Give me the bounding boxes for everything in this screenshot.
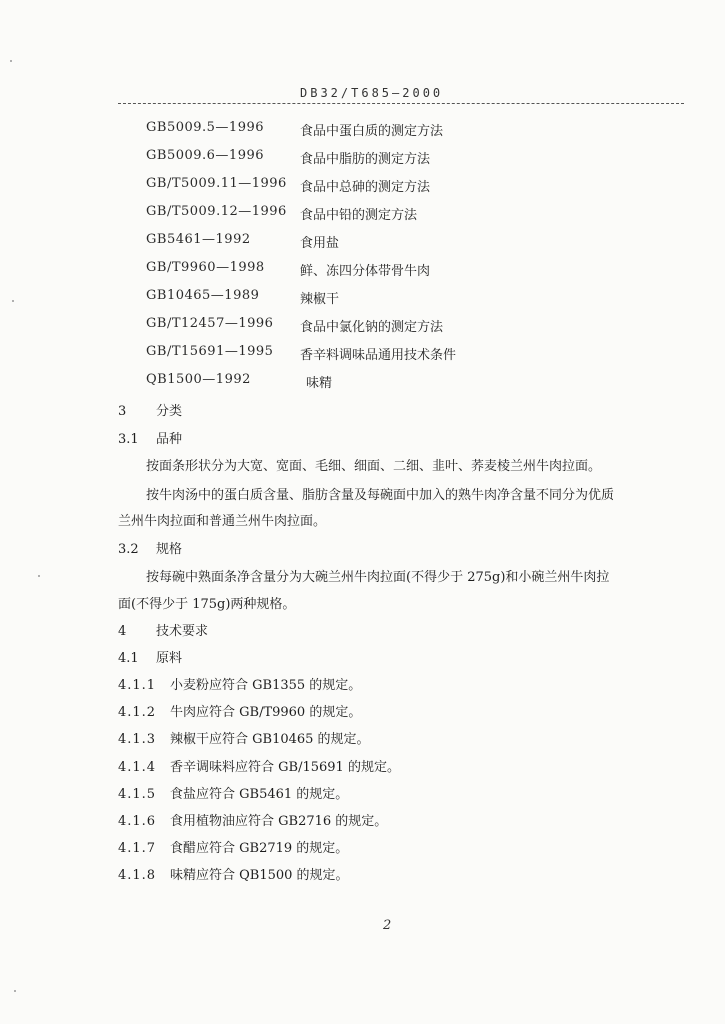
scan-speck	[10, 60, 12, 62]
clause-text: 辣椒干应符合 GB10465 的规定。	[170, 732, 370, 747]
clause-number: 4.1.5	[118, 787, 157, 802]
standard-code: GB5461—1992	[146, 232, 251, 247]
page-number: 2	[383, 918, 392, 933]
clause-number: 4.1.6	[118, 814, 157, 829]
section-title: 分类	[156, 404, 183, 419]
standard-title: 食品中总砷的测定方法	[300, 180, 431, 195]
clause-text: 食盐应符合 GB5461 的规定。	[170, 787, 349, 802]
standard-row	[0, 176, 725, 204]
clause-text: 食用植物油应符合 GB2716 的规定。	[170, 814, 388, 829]
subsection-title: 品种	[156, 432, 183, 447]
clause-number: 4.1.1	[118, 678, 157, 693]
clause-number: 4.1.4	[118, 760, 157, 775]
standard-row	[0, 372, 725, 400]
standard-code: GB5009.6—1996	[146, 148, 265, 163]
standard-row	[0, 288, 725, 316]
standard-row	[0, 344, 725, 372]
subsection-title: 规格	[156, 542, 183, 557]
clause	[118, 783, 348, 802]
section-heading	[118, 620, 208, 639]
subsection-number: 3.2	[118, 542, 139, 557]
document-id-header: DB32/T685—2000	[300, 86, 444, 100]
clause-number: 4.1.7	[118, 841, 157, 856]
clause	[118, 728, 370, 747]
clause	[118, 701, 361, 720]
standard-row	[0, 204, 725, 232]
section-number: 3	[118, 404, 127, 419]
clause-number: 4.1.3	[118, 732, 157, 747]
clause-text: 味精应符合 QB1500 的规定。	[170, 868, 349, 883]
clause	[118, 756, 400, 775]
paragraph-continuation: 兰州牛肉拉面和普通兰州牛肉拉面。	[118, 514, 327, 529]
standard-row	[0, 316, 725, 344]
standard-code: GB/T9960—1998	[146, 260, 265, 275]
standard-row	[0, 260, 725, 288]
paragraph-continuation: 面(不得少于 175g)两种规格。	[118, 597, 296, 612]
scan-speck	[38, 575, 40, 577]
standard-title: 味精	[306, 376, 333, 391]
standard-title: 食品中蛋白质的测定方法	[300, 124, 444, 139]
subsection-title: 原料	[156, 651, 183, 666]
section-heading	[118, 400, 182, 419]
standard-code: GB10465—1989	[146, 288, 260, 303]
section-title: 技术要求	[156, 624, 209, 639]
subsection-number: 3.1	[118, 432, 139, 447]
subsection-heading	[118, 538, 182, 557]
standard-title: 食品中铅的测定方法	[300, 208, 418, 223]
subsection-heading	[118, 428, 182, 447]
clause-number: 4.1.8	[118, 868, 157, 883]
standard-code: GB/T5009.11—1996	[146, 176, 287, 191]
clause-text: 香辛调味料应符合 GB/15691 的规定。	[170, 760, 400, 775]
clause	[118, 674, 361, 693]
standard-row	[0, 232, 725, 260]
clause-text: 小麦粉应符合 GB1355 的规定。	[170, 678, 362, 693]
paragraph: 按每碗中熟面条净含量分为大碗兰州牛肉拉面(不得少于 275g)和小碗兰州牛肉拉	[146, 570, 610, 585]
scan-speck	[14, 990, 16, 992]
section-number: 4	[118, 624, 127, 639]
standard-title: 鲜、冻四分体带骨牛肉	[300, 264, 431, 279]
paragraph: 按牛肉汤中的蛋白质含量、脂肪含量及每碗面中加入的熟牛肉净含量不同分为优质	[146, 488, 615, 503]
clause-text: 牛肉应符合 GB/T9960 的规定。	[170, 705, 362, 720]
standard-code: GB/T5009.12—1996	[146, 204, 287, 219]
standard-row	[0, 120, 725, 148]
standard-title: 食用盐	[300, 236, 340, 251]
clause-text: 食醋应符合 GB2719 的规定。	[170, 841, 349, 856]
standard-row	[0, 148, 725, 176]
standard-code: GB/T15691—1995	[146, 344, 274, 359]
header-rule	[118, 103, 684, 104]
clause	[118, 837, 348, 856]
standard-code: GB/T12457—1996	[146, 316, 274, 331]
paragraph: 按面条形状分为大宽、宽面、毛细、细面、二细、韭叶、荞麦棱兰州牛肉拉面。	[146, 459, 602, 474]
standard-code: GB5009.5—1996	[146, 120, 265, 135]
standard-code: QB1500—1992	[146, 372, 251, 387]
clause	[118, 864, 349, 883]
standard-title: 食品中脂肪的测定方法	[300, 152, 431, 167]
standard-title: 食品中氯化钠的测定方法	[300, 320, 444, 335]
standard-title: 香辛料调味品通用技术条件	[300, 348, 457, 363]
clause-number: 4.1.2	[118, 705, 157, 720]
subsection-number: 4.1	[118, 651, 139, 666]
standard-title: 辣椒干	[300, 292, 340, 307]
scan-speck	[12, 300, 14, 302]
subsection-heading	[118, 647, 182, 666]
clause	[118, 810, 387, 829]
